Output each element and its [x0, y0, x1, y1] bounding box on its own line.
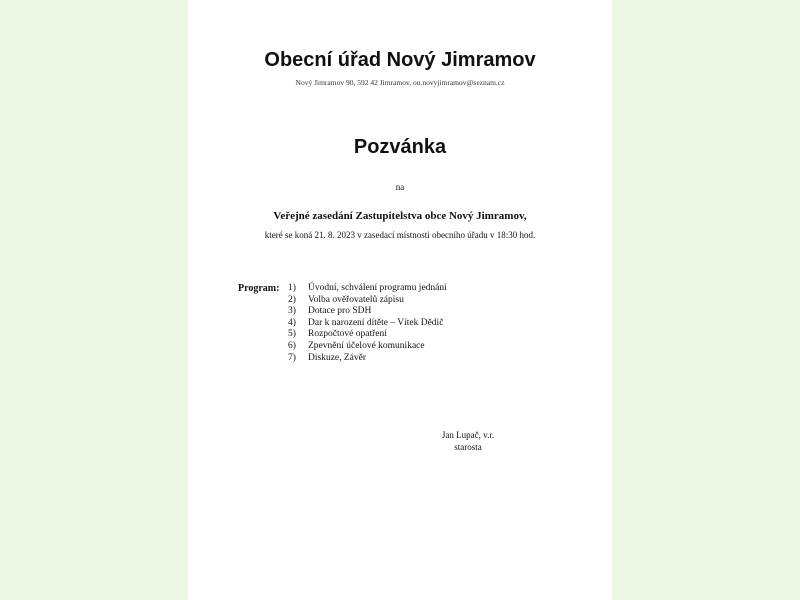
list-item [288, 329, 447, 341]
signatory-name: Jan Lupač, v.r. [441, 430, 495, 440]
list-item [288, 318, 447, 330]
program-label: Program: [238, 283, 280, 294]
list-item [288, 283, 447, 295]
item-number: 2) [288, 294, 296, 305]
list-item [288, 306, 447, 318]
item-text: Rozpočtové opatření [308, 329, 387, 340]
item-number: 5) [288, 329, 296, 340]
item-text: Zpevnění účelové komunikace [308, 340, 425, 351]
meeting-datetime: které se koná 21. 8. 2023 v zasedací místnosti obecního úřadu v 18:30 hod. [264, 230, 536, 240]
list-item [288, 341, 447, 353]
item-text: Diskuze, Závěr [308, 352, 367, 363]
document-page [188, 0, 612, 600]
item-text: Úvodní, schválení programu jednání [308, 283, 447, 293]
item-number: 6) [288, 340, 296, 351]
signatory-role: starosta [454, 442, 482, 452]
connector-text: na [395, 182, 405, 192]
list-item [288, 353, 447, 365]
office-address: Nový Jimramov 90, 592 42 Jimramov, ou.novyjimramov@seznam.cz [295, 78, 505, 87]
item-text: Volba ověřovatelů zápisu [308, 294, 404, 305]
meeting-title: Veřejné zasedání Zastupitelstva obce Nový Jimramov, [273, 210, 527, 222]
document-title: Pozvánka [353, 136, 447, 158]
list-item [288, 295, 447, 307]
program-list [288, 283, 447, 364]
office-heading: Obecní úřad Nový Jimramov [264, 49, 536, 71]
item-number: 4) [288, 317, 296, 328]
item-number: 7) [288, 352, 296, 363]
item-text: Dar k narození dítěte – Vítek Dědič [308, 317, 444, 328]
item-text: Dotace pro SDH [308, 306, 372, 317]
item-number: 3) [288, 306, 296, 317]
item-number: 1) [288, 283, 296, 293]
